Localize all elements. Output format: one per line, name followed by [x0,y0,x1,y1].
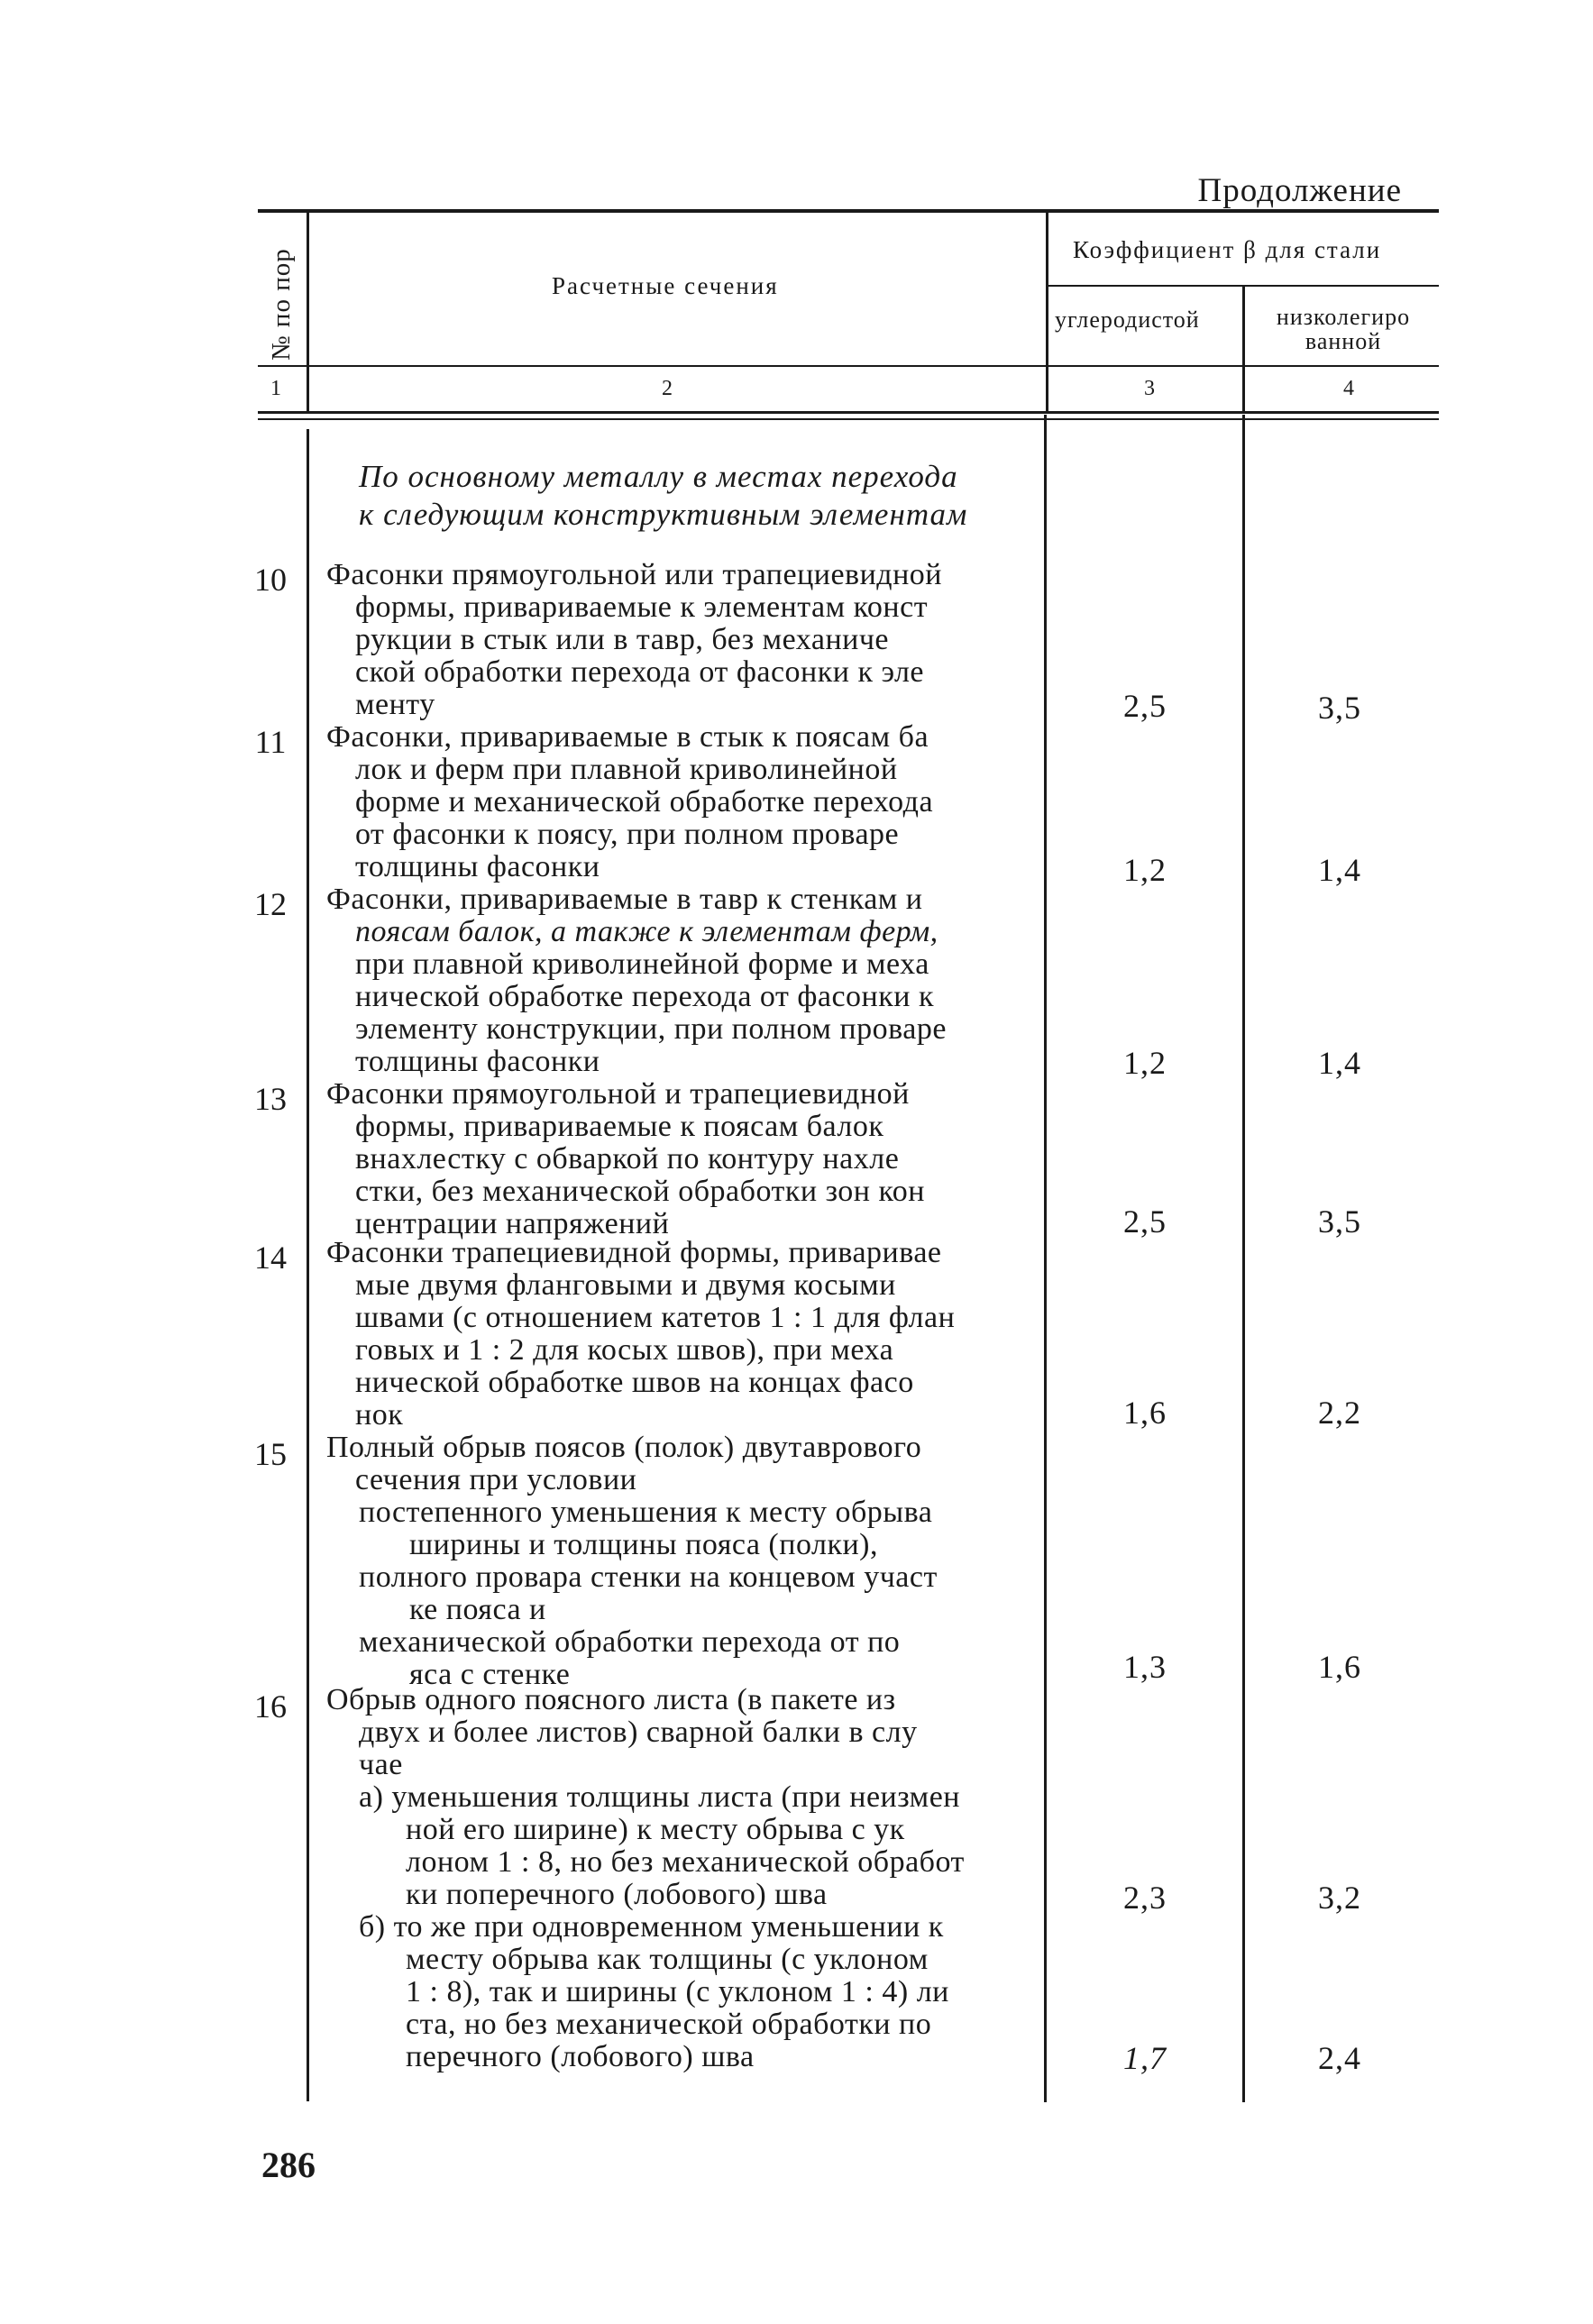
row-11-line: лок и ферм при плавной криволинейной [355,753,898,786]
row-14-line: нок [355,1398,404,1432]
row-13-lowalloy: 3,5 [1318,1203,1361,1240]
row-16-line: 1 : 8), так и ширины (с уклоном 1 : 4) ли [406,1975,949,2008]
row-16-line: а) уменьшения толщины листа (при неизмен [359,1780,960,1814]
row-12-line: элементу конструкции, при полном проваре [355,1012,947,1046]
row-16-line: месту обрыва как толщины (с уклоном [406,1943,929,1976]
row-14-line: Фасонки трапециевидной формы, приваривае [326,1236,942,1269]
row-10-desc [326,559,1039,721]
body-top-rule [258,418,1439,420]
row-12-line: толщины фасонки [355,1045,600,1078]
row-10-lowalloy: 3,5 [1318,690,1361,726]
row-15-lowalloy: 1,6 [1318,1649,1361,1685]
row-15-line: механической обработки перехода от по [359,1625,901,1659]
colnum-3: 3 [1144,377,1155,400]
row-15-line: постепенного уменьшения к месту обрыва [359,1496,933,1529]
body-divider-1 [307,429,309,2101]
row-14-line: нической обработке швов на концах фасо [355,1366,914,1399]
row-11-line: форме и механической обработке перехода [355,785,934,819]
row-12-lowalloy: 1,4 [1318,1045,1361,1081]
row-14-lowalloy: 2,2 [1318,1395,1361,1431]
row-16-line: ки поперечного (лобового) шва [406,1878,828,1911]
continuation-label: Продолжение [1197,172,1402,209]
row-14-desc [326,1237,1039,1432]
header-coef: Коэффициент β для стали [1073,236,1382,263]
row-14-line: мые двумя фланговыми и двумя косыми [355,1268,896,1302]
header-carbon: углеродистой [1055,307,1200,333]
colnum-2: 2 [662,377,673,400]
row-16-num: 16 [254,1688,287,1725]
row-13-line: стки, без механической обработки зон кон [355,1175,925,1208]
row-10-line: менту [355,688,435,721]
row-14-num: 14 [254,1240,287,1276]
page-number: 286 [261,2145,316,2185]
row-12-num: 12 [254,886,287,922]
row-15-line: полного провара стенки на концевом участ [359,1560,938,1594]
row-16-line: ста, но без механической обработки по [406,2008,932,2041]
row-10-num: 10 [254,562,287,598]
row-10-line: Фасонки прямоугольной или трапециевидной [326,558,942,591]
row-13-line: внахлестку с обваркой по контуру нахле [355,1142,900,1176]
header-lowalloy-line2: ванной [1305,328,1382,354]
row-12-line: поясам балок, а также к элементам ферм, [355,915,938,948]
row-16-line: б) то же при одновременном уменьшении к [359,1910,944,1944]
row-15-carbon: 1,3 [1123,1649,1167,1685]
section-title [359,458,967,534]
row-11-num: 11 [254,724,287,760]
row-11-line: толщины фасонки [355,850,600,883]
header-lowalloy-line1: низколегиро [1276,304,1411,330]
row-14-line: говых и 1 : 2 для косых швов), при меха [355,1333,894,1367]
header-rule [258,365,1439,367]
row-15-num: 15 [254,1436,287,1472]
colnum-rule [258,411,1439,414]
row-13-carbon: 2,5 [1123,1203,1167,1240]
row-12-carbon: 1,2 [1123,1045,1167,1081]
row-10-line: рукции в стык или в тавр, без механиче [355,623,890,656]
header-divider-3 [1242,287,1245,411]
row-16-desc [326,1684,1039,2073]
row-13-num: 13 [254,1081,287,1117]
row-11-lowalloy: 1,4 [1318,852,1361,888]
row-10-line: ской обработки перехода от фасонки к эле [355,655,925,689]
colnum-1: 1 [270,377,281,400]
row-10-carbon: 2,5 [1123,688,1167,724]
row-12-line: нической обработке перехода от фасонки к [355,980,934,1013]
header-divider-2 [1046,211,1048,411]
row-12-line: при плавной криволинейной форме и меха [355,947,929,981]
header-lowalloy [1248,305,1439,353]
row-13-desc [326,1078,1039,1240]
row-15-line: яса с стенке [409,1658,571,1691]
row-15-line: ке пояса и [409,1593,546,1626]
row-15-desc [326,1432,1039,1691]
header-divider-1 [307,211,309,411]
header-sections: Расчетные сечения [552,272,779,299]
row-13-line: формы, привариваемые к поясам балок [355,1110,884,1143]
section-title-line2: к следующим конструктивным элементам [359,497,968,532]
row-13-line: Фасонки прямоугольной и трапециевидной [326,1077,910,1111]
row-15-line: сечения при условии [355,1463,637,1496]
row-15-line: Полный обрыв поясов (полок) двутаврового [326,1431,922,1464]
row-10-line: формы, привариваемые к элементам конст [355,590,929,624]
row-11-line: от фасонки к поясу, при полном проваре [355,818,900,851]
body-divider-2 [1044,415,1047,2102]
row-13-line: центрации напряжений [355,1207,670,1240]
row-16-line: двух и более листов) сварной балки в слу [359,1716,918,1749]
row-14-line: швами (с отношением катетов 1 : 1 для флан [355,1301,956,1334]
row-16-line: чае [359,1748,403,1781]
row-11-carbon: 1,2 [1123,852,1167,888]
row-16b-lowalloy: 2,4 [1318,2040,1361,2076]
row-16a-carbon: 2,3 [1123,1880,1167,1916]
colnum-4: 4 [1343,377,1354,400]
row-16-line: перечного (лобового) шва [406,2040,755,2073]
row-16b-carbon: 1,7 [1123,2040,1167,2076]
row-12-desc [326,883,1039,1078]
row-16-line: лоном 1 : 8, но без механической обработ [406,1845,965,1879]
section-title-line1: По основному металлу в местах перехода [359,459,958,494]
row-11-desc [326,721,1039,883]
row-11-line: Фасонки, привариваемые в стык к поясам ба [326,720,929,754]
row-14-carbon: 1,6 [1123,1395,1167,1431]
row-15-line: ширины и толщины пояса (полки), [409,1528,879,1561]
row-16a-lowalloy: 3,2 [1318,1880,1361,1916]
row-16-line: ной его ширине) к месту обрыва с ук [406,1813,905,1846]
row-16-line: Обрыв одного поясного листа (в пакете из [326,1683,896,1716]
table-top-rule [258,209,1439,213]
body-divider-3 [1242,415,1245,2102]
header-num: № по пор [267,248,296,361]
row-12-line: Фасонки, привариваемые в тавр к стенкам и [326,883,923,916]
